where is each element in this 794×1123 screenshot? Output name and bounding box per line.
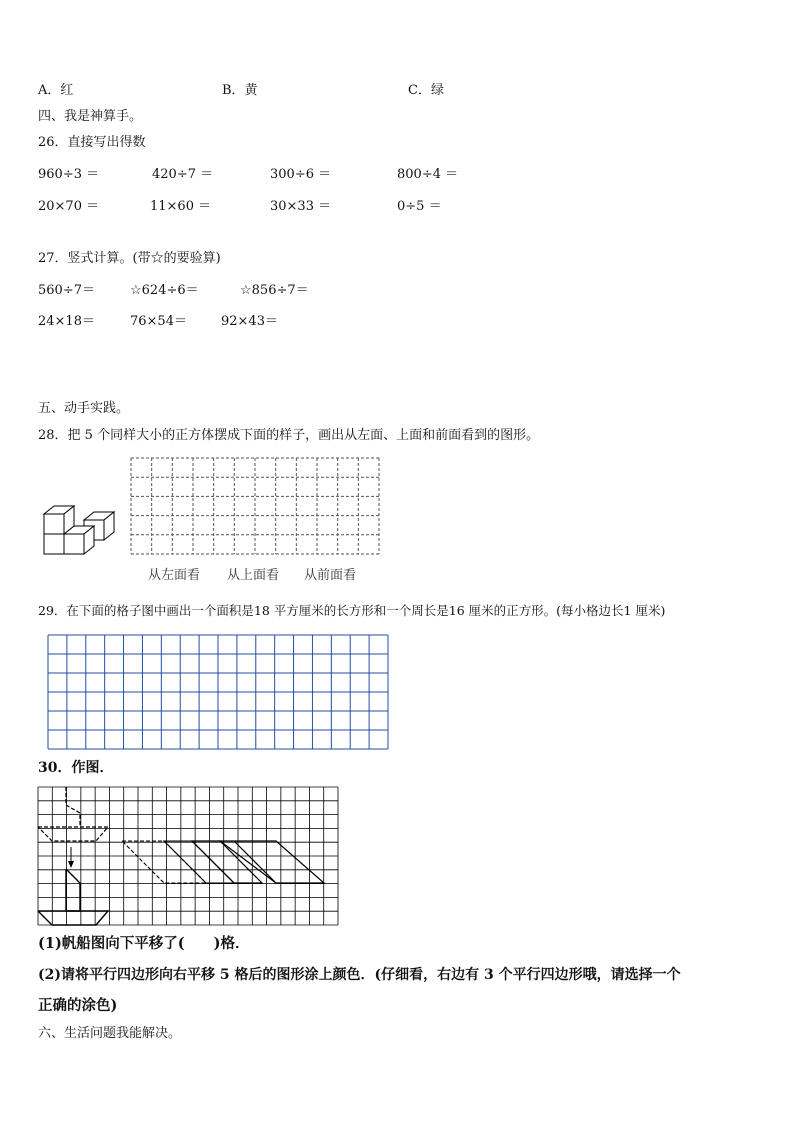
q30-sub1: (1)帆船图向下平移了( )格． — [38, 935, 250, 952]
q26-item: 11×60 ＝ — [150, 199, 212, 214]
parallelogram-option-3 — [220, 841, 324, 883]
cube-stack-figure — [40, 500, 120, 560]
q26-item: 20×70 ＝ — [38, 199, 100, 214]
q28-dashed-grid — [131, 458, 381, 555]
q29-blue-grid — [48, 635, 389, 750]
q26-item: 800÷4 ＝ — [397, 167, 459, 182]
q27-item: ☆624÷6＝ — [130, 283, 199, 298]
q29-title: 29．在下面的格子图中画出一个面积是18 平方厘米的长方形和一个周长是16 厘米的正方形。(每小格边长1 厘米) — [38, 603, 666, 618]
q30-sub2-line2: 正确的涂色) — [38, 997, 118, 1014]
section-4-title: 四、我是神算手。 — [38, 109, 143, 124]
q26-item: 960÷3 ＝ — [38, 167, 100, 182]
parallelogram-original-dashed — [122, 841, 206, 883]
parallelogram-option-2 — [192, 841, 262, 883]
q28-title: 28．把 5 个同样大小的正方体摆成下面的样子，画出从左面、上面和前面看到的图形。 — [38, 428, 540, 443]
section-5-title: 五、动手实践。 — [38, 401, 130, 416]
q27-title: 27．竖式计算。(带☆的要验算) — [38, 251, 221, 266]
choice-a: A．红 — [38, 83, 74, 98]
q26-title: 26．直接写出得数 — [38, 135, 146, 150]
q27-item: 92×43＝ — [221, 314, 278, 329]
q28-caption-front: 从前面看 — [304, 568, 357, 583]
choice-c: C．绿 — [408, 83, 444, 98]
q27-item: 24×18＝ — [38, 314, 95, 329]
q30-drawing-grid — [38, 787, 340, 927]
q27-item: 76×54＝ — [130, 314, 187, 329]
q26-item: 420÷7 ＝ — [152, 167, 214, 182]
q27-item: ☆856÷7＝ — [240, 283, 309, 298]
q28-caption-top: 从上面看 — [227, 568, 280, 583]
choice-b: B．黄 — [222, 83, 258, 98]
q27-item: 560÷7＝ — [38, 283, 95, 298]
sailboat-original-dashed — [38, 787, 108, 841]
q30-title: 30．作图． — [38, 760, 114, 776]
q26-item: 300÷6 ＝ — [270, 167, 332, 182]
q26-item: 30×33 ＝ — [270, 199, 332, 214]
q26-item: 0÷5 ＝ — [397, 199, 442, 214]
section-6-title: 六、生活问题我能解决。 — [38, 1026, 182, 1041]
q28-caption-left: 从左面看 — [148, 568, 201, 583]
q30-sub2-line1: (2)请将平行四边形向右平移 5 格后的图形涂上颜色．(仔细看，右边有 3 个平行四边形哦，请选择一个 — [38, 967, 681, 983]
